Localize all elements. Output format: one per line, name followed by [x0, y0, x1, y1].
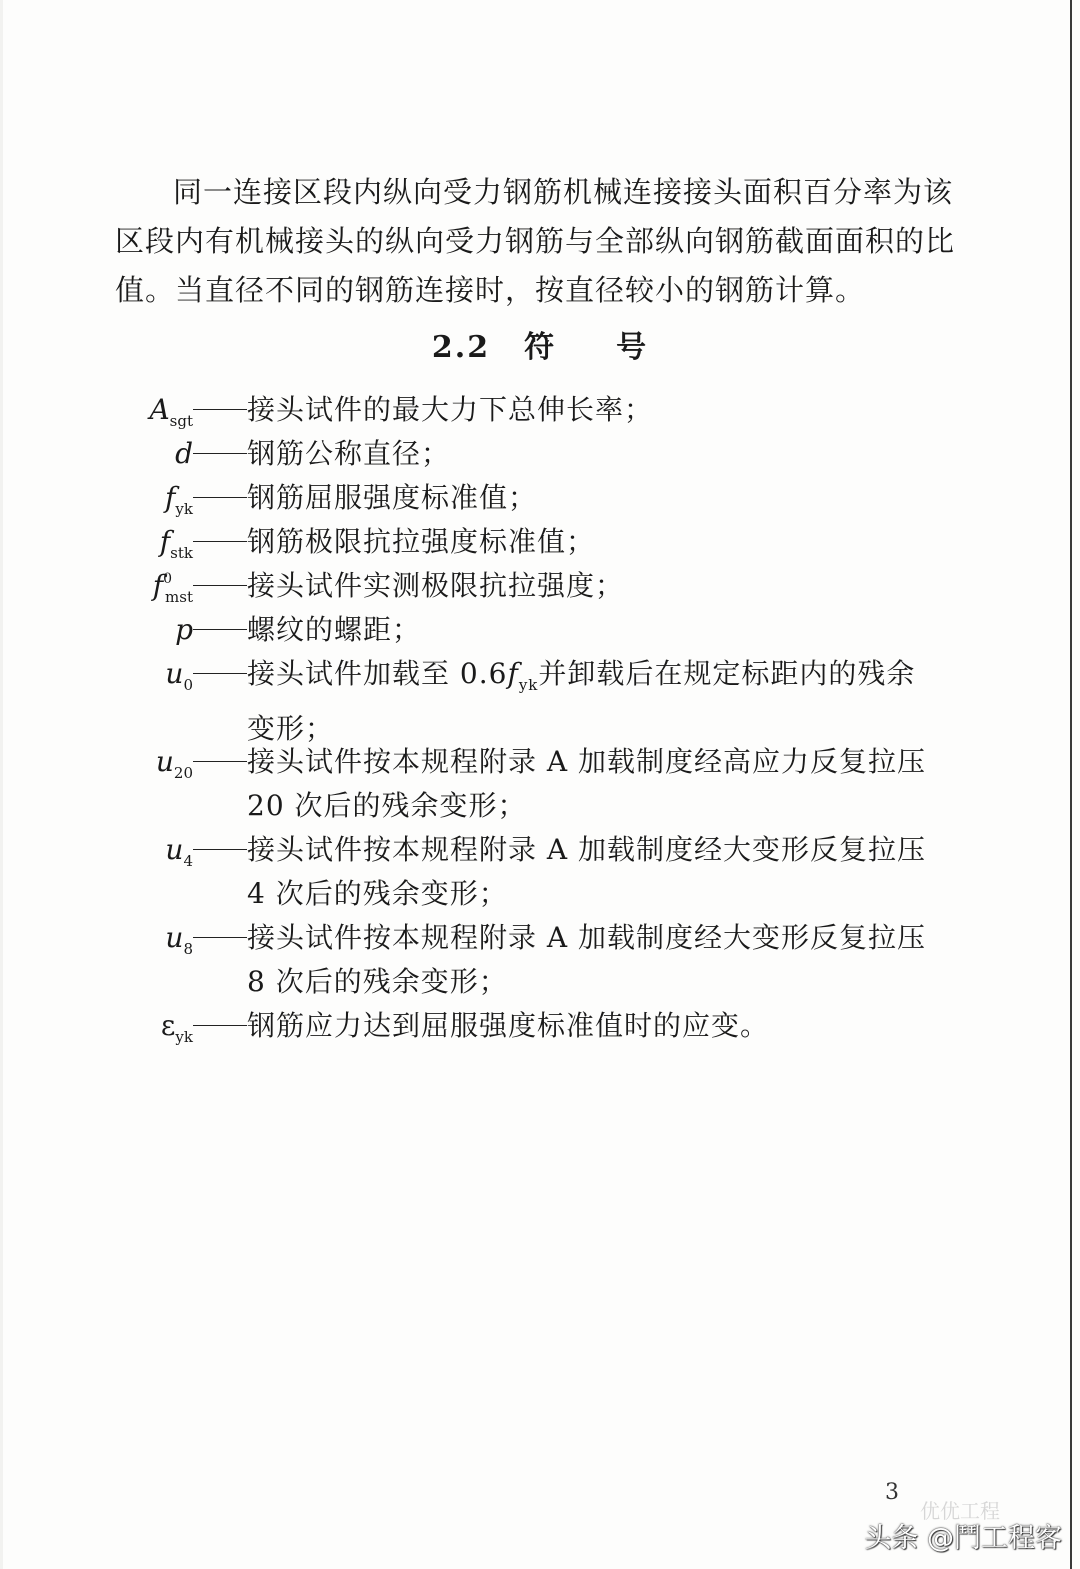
symbol-description: 钢筋应力达到屈服强度标准值时的应变。: [247, 1009, 770, 1042]
symbol-entry: [0, 388, 1080, 432]
symbol-description: 钢筋屈服强度标准值；: [247, 481, 538, 514]
symbol-list: [0, 388, 1080, 1048]
em-dash: [193, 937, 247, 938]
symbol: $u_4$: [165, 833, 193, 870]
symbol-entry: [0, 652, 1080, 745]
symbol-entry: [0, 432, 1080, 476]
symbol: $f_{yk}$: [165, 481, 193, 518]
symbol-description: 螺纹的螺距；: [247, 613, 422, 646]
symbol-entry: [0, 828, 1080, 916]
section-title-char: 号: [616, 330, 649, 365]
paragraph-line: 同一连接区段内纵向受力钢筋机械连接接头面积百分率为该: [173, 175, 954, 209]
section-title-char: 符: [524, 330, 557, 365]
em-dash: [193, 629, 247, 630]
symbol-description: 接头试件按本规程附录 A 加载制度经大变形反复拉压 8 次后的残余变形；: [247, 921, 927, 998]
symbol: $f_{stk}$: [159, 525, 193, 562]
em-dash: [193, 541, 247, 542]
em-dash: [193, 409, 247, 410]
em-dash: [193, 453, 247, 454]
section-heading: [0, 322, 1080, 366]
intro-paragraph: [115, 168, 956, 315]
symbol-entry: [0, 1004, 1080, 1048]
symbol-description: 接头试件实测极限抗拉强度；: [247, 569, 625, 602]
symbol: $u_0$: [165, 657, 193, 694]
symbol: p: [175, 613, 193, 646]
watermark-faint: 优优工程: [920, 1499, 1000, 1523]
em-dash: [193, 673, 247, 674]
symbol: $u_{20}$: [155, 745, 193, 782]
em-dash: [193, 1025, 247, 1026]
em-dash: [193, 761, 247, 762]
em-dash: [193, 585, 247, 586]
symbol-entry: [0, 520, 1080, 564]
section-number: 2.2: [431, 330, 491, 365]
watermark: 头条 @鬥工程客: [864, 1523, 1062, 1554]
symbol-description: 接头试件按本规程附录 A 加载制度经大变形反复拉压 4 次后的残余变形；: [247, 833, 927, 910]
symbol-description: 接头试件按本规程附录 A 加载制度经高应力反复拉压 20 次后的残余变形；: [247, 745, 927, 822]
em-dash: [193, 497, 247, 498]
symbol: $u_8$: [165, 921, 193, 958]
symbol: $f^0_{mst}$: [152, 569, 193, 606]
symbol-entry: [0, 740, 1080, 828]
paragraph-line: 区段内有机械接头的纵向受力钢筋与全部纵向钢筋截面面积的比: [115, 224, 956, 258]
symbol-description: 接头试件加载至 $0.6f_{yk}$并卸载后在规定标距内的残余 变形；: [247, 657, 916, 745]
symbol: d: [175, 437, 193, 470]
symbol-description: 接头试件的最大力下总伸长率；: [247, 393, 654, 426]
symbol-entry: [0, 564, 1080, 608]
symbol-entry: [0, 476, 1080, 520]
paragraph-line: 值。当直径不同的钢筋连接时，按直径较小的钢筋计算。: [115, 273, 866, 307]
symbol-entry: [0, 608, 1080, 652]
symbol: $A_{sgt}$: [149, 393, 193, 430]
symbol-entry: [0, 916, 1080, 1004]
symbol-description: 钢筋公称直径；: [247, 437, 451, 470]
page-number: 3: [885, 1480, 899, 1505]
em-dash: [193, 849, 247, 850]
symbol-description: 钢筋极限抗拉强度标准值；: [247, 525, 596, 558]
symbol: $\varepsilon_{yk}$: [160, 1009, 193, 1046]
